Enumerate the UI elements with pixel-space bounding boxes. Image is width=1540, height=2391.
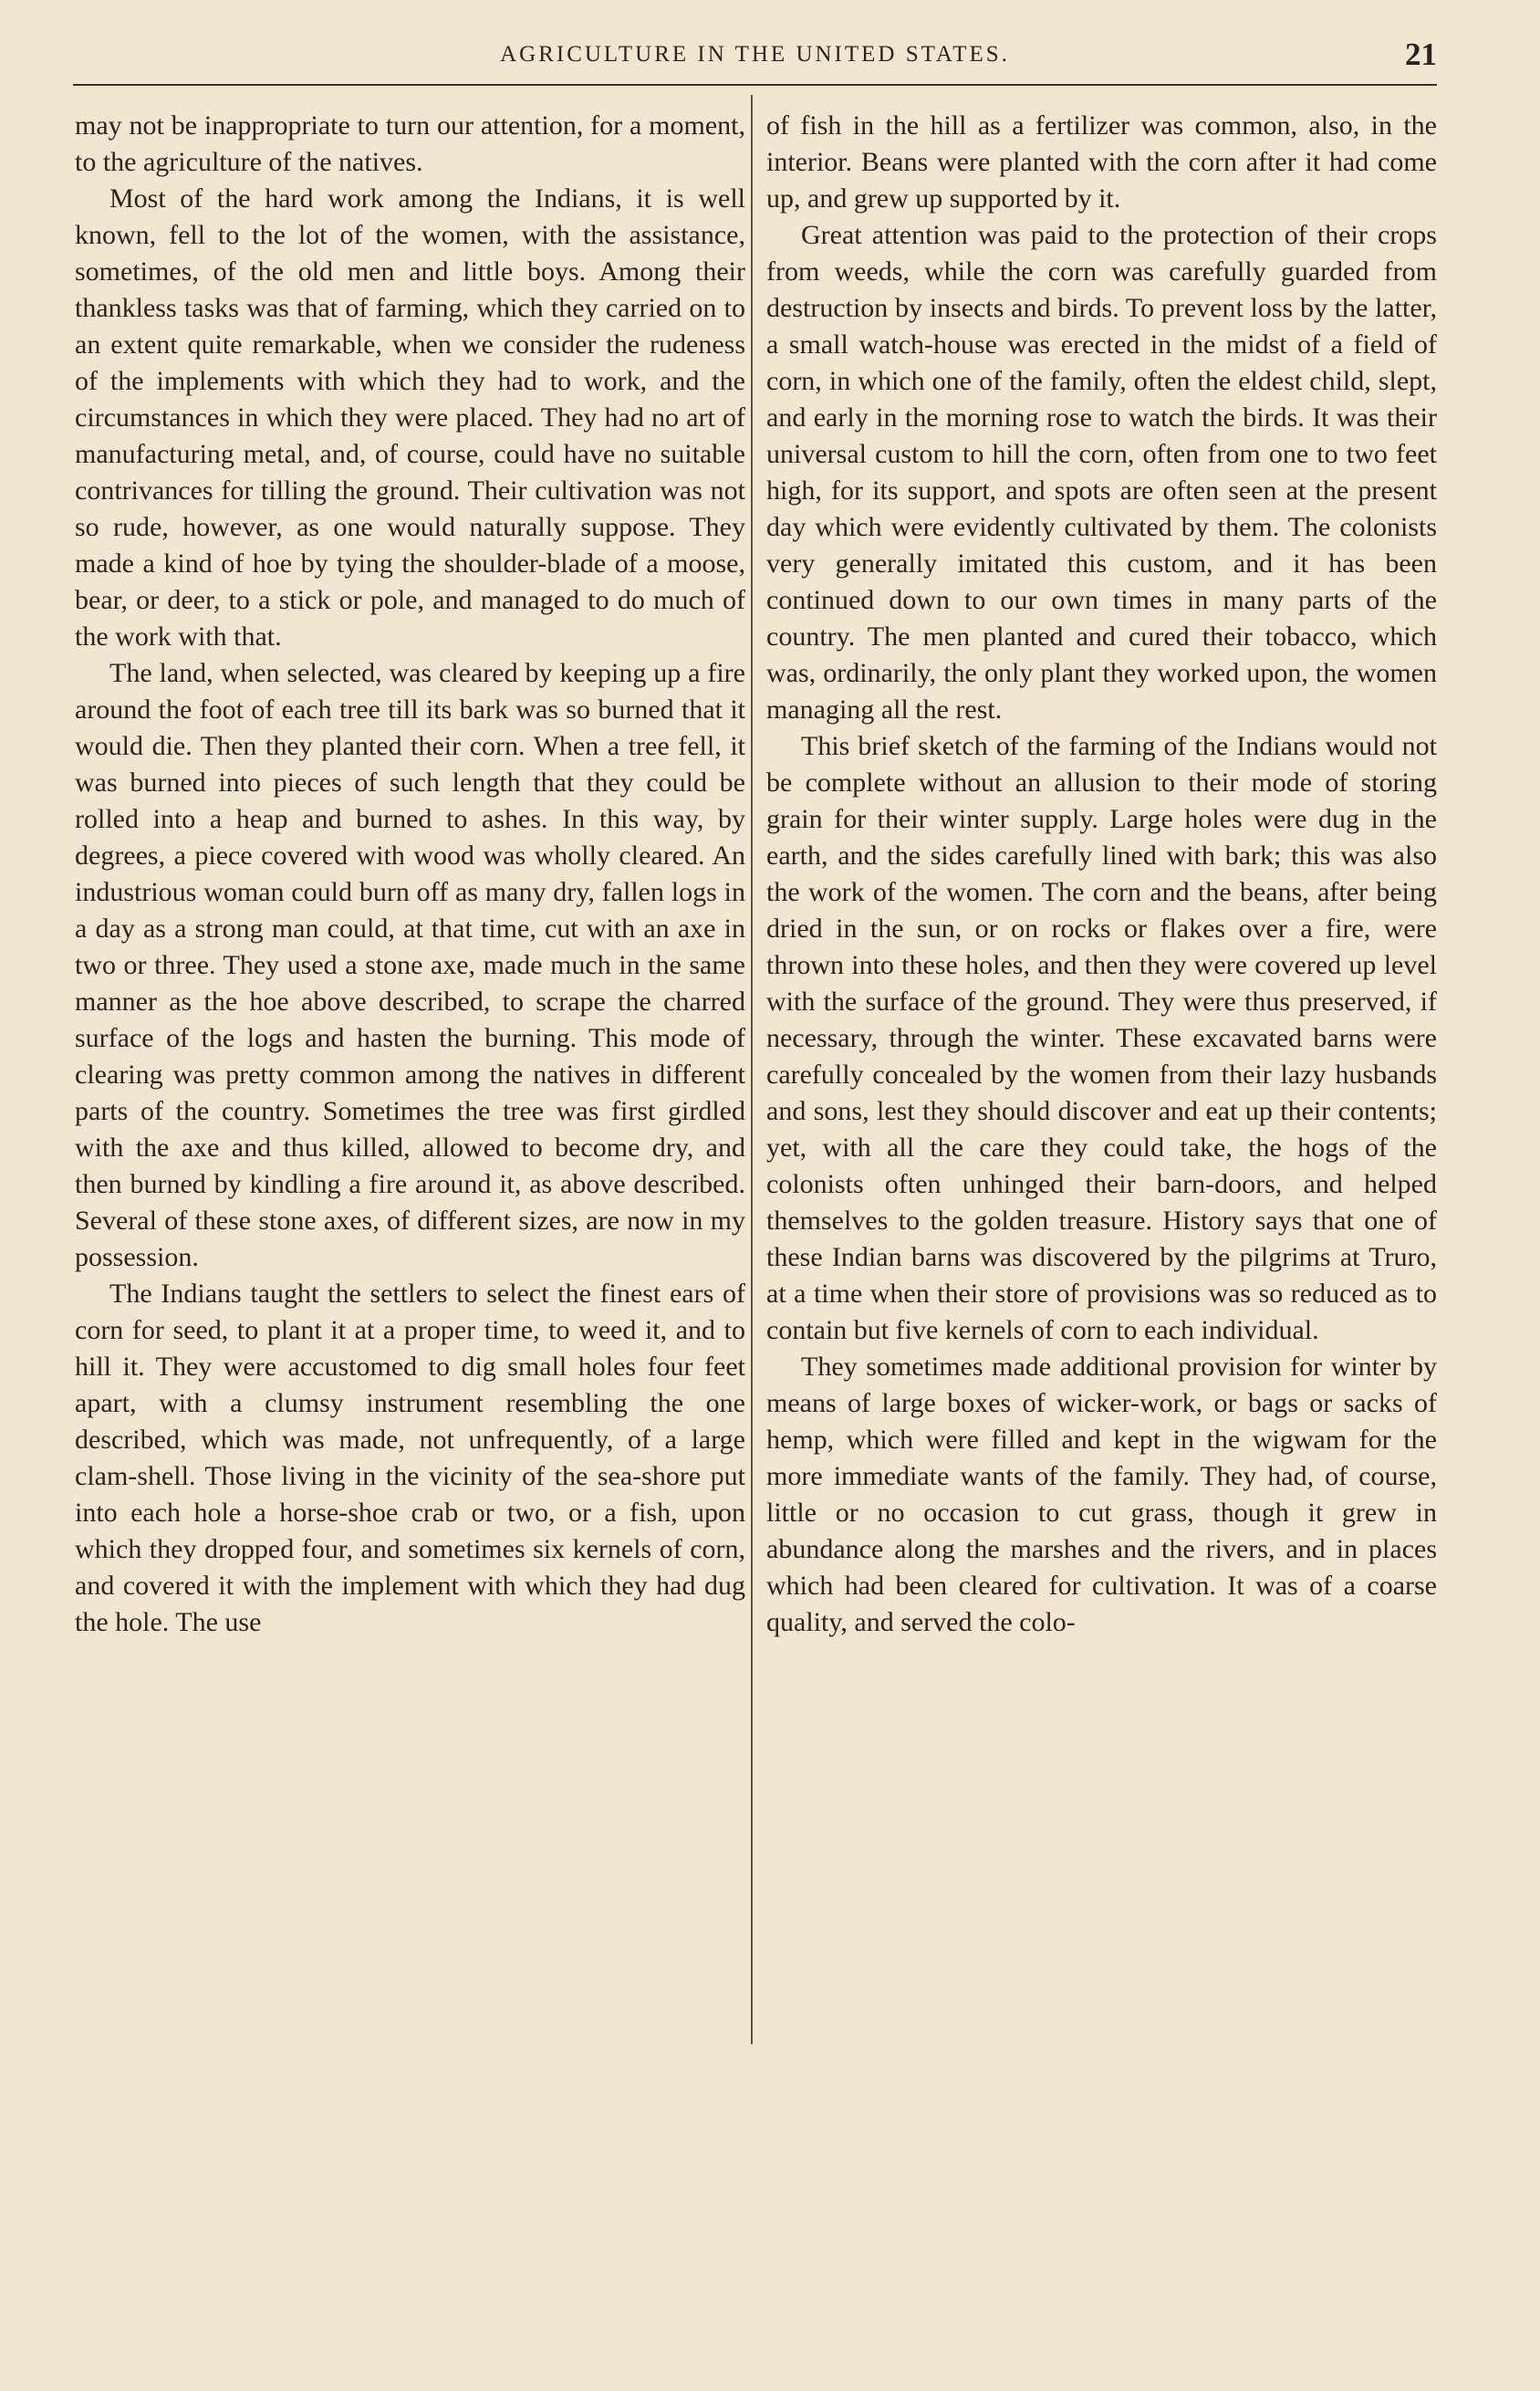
paragraph: of fish in the hill as a fertilizer was common, also, in the interior. Beans were planted with the corn after it had come up, and grew up supported by it.	[766, 110, 1437, 214]
page-header	[73, 37, 1437, 82]
paragraph: They sometimes made additional provision for winter by means of large boxes of wicker-work, or bags or sacks of hemp, which were filled and kept in the wigwam for the more immediate wants of the family. They had, of course, little or no occasion to cut grass, though it grew in abundance along the marshes and the rivers, and in places which had been cleared for cultivation. It was of a coarse quality, and served the colo-	[766, 1352, 1437, 1637]
header-rule	[73, 84, 1437, 86]
left-column	[75, 108, 745, 1641]
running-head: AGRICULTURE IN THE UNITED STATES.	[500, 42, 1010, 67]
column-rule	[751, 95, 753, 2044]
paragraph: The Indians taught the settlers to select the finest ears of corn for seed, to plant it at a proper time, to weed it, and to hill it. They were accustomed to dig small holes four feet apart, with a clumsy instrument resembling the one described, which was made, not unfrequently, of a large clam-shell. Those living in the vicinity of the sea-shore put into each hole a horse-shoe crab or two, or a fish, upon which they dropped four, and sometimes six kernels of corn, and covered it with the implement with which they had dug the hole. The use	[75, 1279, 745, 1637]
paragraph: Great attention was paid to the protection of their crops from weeds, while the corn was carefully guarded from destruction by insects and birds. To prevent loss by the latter, a small watch-house was erected in the midst of a field of corn, in which one of the family, often the eldest child, slept, and early in the morning rose to watch the birds. It was their universal custom to hill the corn, often from one to two feet high, for its support, and spots are often seen at the present day which were evidently cultivated by them. The colonists very generally imitated this custom, and it has been continued down to our own times in many parts of the country. The men planted and cured their tobacco, which was, ordinarily, the only plant they worked upon, the women managing all the rest.	[766, 220, 1437, 725]
right-column	[766, 108, 1437, 1641]
paragraph: The land, when selected, was cleared by keeping up a fire around the foot of each tree till its bark was so burned that it would die. Then they planted their corn. When a tree fell, it was burned into pieces of such length that they could be rolled into a heap and burned to ashes. In this way, by degrees, a piece covered with wood was wholly cleared. An industrious woman could burn off as many dry, fallen logs in a day as a strong man could, at that time, cut with an axe in two or three. They used a stone axe, made much in the same manner as the hoe above described, to scrape the charred surface of the logs and hasten the burning. This mode of clearing was pretty common among the natives in different parts of the country. Sometimes the tree was first girdled with the axe and thus killed, allowed to become dry, and then burned by kindling a fire around it, as above described. Several of these stone axes, of different sizes, are now in my possession.	[75, 658, 745, 1272]
paragraph: may not be inappropriate to turn our attention, for a moment, to the agriculture of the natives.	[75, 110, 745, 177]
paragraph: Most of the hard work among the Indians, it is well known, fell to the lot of the women, with the assistance, sometimes, of the old men and little boys. Among their thankless tasks was that of farming, which they carried on to an extent quite remarkable, when we consider the rudeness of the implements with which they had to work, and the circumstances in which they were placed. They had no art of manufacturing metal, and, of course, could have no suitable contrivances for tilling the ground. Their cultivation was not so rude, however, as one would naturally suppose. They made a kind of hoe by tying the shoulder-blade of a moose, bear, or deer, to a stick or pole, and managed to do much of the work with that.	[75, 183, 745, 652]
page-number: 21	[1405, 37, 1437, 72]
paragraph: This brief sketch of the farming of the Indians would not be complete without an allusion to their mode of storing grain for their winter supply. Large holes were dug in the earth, and the sides carefully lined with bark; this was also the work of the women. The corn and the beans, after being dried in the sun, or on rocks or flakes over a fire, were thrown into these holes, and then they were covered up level with the surface of the ground. They were thus preserved, if necessary, through the winter. These excavated barns were carefully concealed by the women from their lazy husbands and sons, lest they should discover and eat up their contents; yet, with all the care they could take, the hogs of the colonists often unhinged their barn-doors, and helped themselves to the golden treasure. History says that one of these Indian barns was discovered by the pilgrims at Truro, at a time when their store of provisions was so reduced as to contain but five kernels of corn to each individual.	[766, 731, 1437, 1345]
